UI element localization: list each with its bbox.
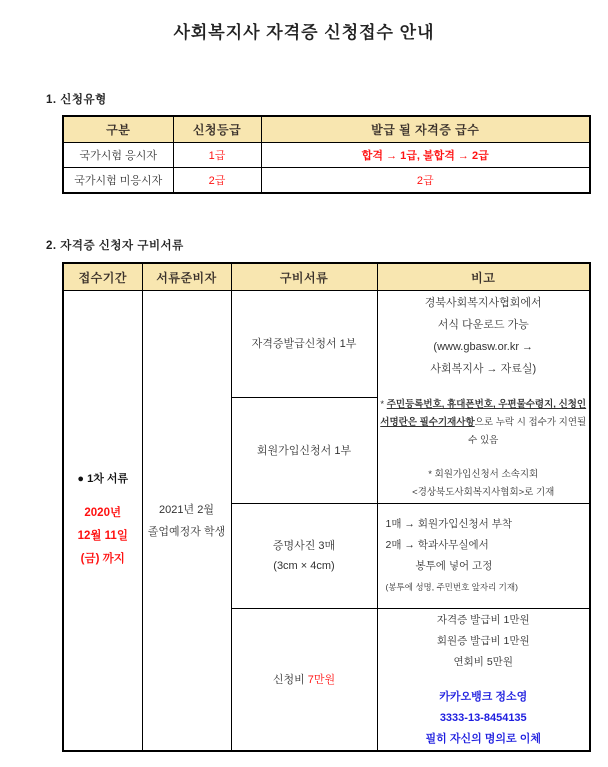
table-row (63, 291, 590, 398)
cell-doc-certificate-form: 자격증발급신청서 1부 (231, 291, 377, 398)
fee-amount: 7만원 (307, 673, 336, 686)
bank-transfer-info: 카카오뱅크 정소영 3333-13-8454135 필히 자신의 명의로 이체 (425, 690, 541, 745)
page-title: 사회복지사 자격증 신청접수 안내 (173, 23, 435, 42)
col-header-grade: 신청등급 (173, 116, 261, 143)
section1-heading: 1. 신청유형 (46, 94, 107, 106)
cell-doc-photos: 증명사진 3매 (3cm × 4cm) (231, 504, 377, 609)
table-header-row (63, 263, 590, 291)
cell-doc-fee: 신청비 7만원 (231, 609, 377, 751)
cell-grade: 2급 (173, 168, 261, 194)
cell-category: 국가시험 응시자 (63, 143, 173, 168)
first-documents-label: ● 1차 서류 (77, 473, 129, 485)
col-header-remarks: 비고 (377, 263, 590, 291)
cell-reception-period (63, 291, 142, 752)
col-header-issued: 발급 될 자격증 급수 (261, 116, 590, 143)
cell-remark-fees (377, 609, 590, 751)
table-row (63, 143, 590, 168)
cell-doc-membership-form: 회원가입신청서 1부 (231, 397, 377, 504)
deadline-date: 2020년 12월 11일 (금) 까지 (77, 507, 128, 565)
cell-remark-photos: 1매 → 회원가입신청서 부착 2매 → 학과사무실에서 봉투에 넣어 고정 (봉투에 성명, 주민번호 앞자리 기재) (377, 504, 590, 609)
fee-breakdown: 자격증 발급비 1만원 회원증 발급비 1만원 연회비 5만원 (436, 613, 530, 668)
col-header-preparer: 서류준비자 (142, 263, 231, 291)
cell-issued: 2급 (261, 168, 590, 194)
membership-branch-note: * 회원가입신청서 소속지회 <경상북도사회복지사협회>로 기재 (412, 469, 555, 499)
table-row (63, 168, 590, 194)
download-info: 경북사회복지사협회에서 서식 다운로드 가능 (www.gbasw.or.kr → 사회복지사 → 자료실) (424, 297, 542, 376)
cell-remark-download (377, 291, 590, 504)
col-header-documents: 구비서류 (231, 263, 377, 291)
cell-category: 국가시험 미응시자 (63, 168, 173, 194)
table-header-row (63, 116, 590, 143)
col-header-period: 접수기간 (63, 263, 142, 291)
required-documents-table (62, 262, 591, 752)
application-type-table (62, 115, 591, 194)
cell-issued: 합격 → 1급, 불합격 → 2급 (261, 143, 590, 168)
cell-document-preparer: 2021년 2월 졸업예정자 학생 (142, 291, 231, 752)
cell-grade: 1급 (173, 143, 261, 168)
bullet-icon: ● (77, 473, 85, 485)
col-header-category: 구분 (63, 116, 173, 143)
section2-heading: 2. 자격증 신청자 구비서류 (46, 240, 184, 252)
required-fields-note: * 주민등록번호, 휴대폰번호, 우편물수령지, 신청인 서명란은 필수기재사항으로 누락 시 접수가 지연될 수 있음 (380, 399, 587, 447)
